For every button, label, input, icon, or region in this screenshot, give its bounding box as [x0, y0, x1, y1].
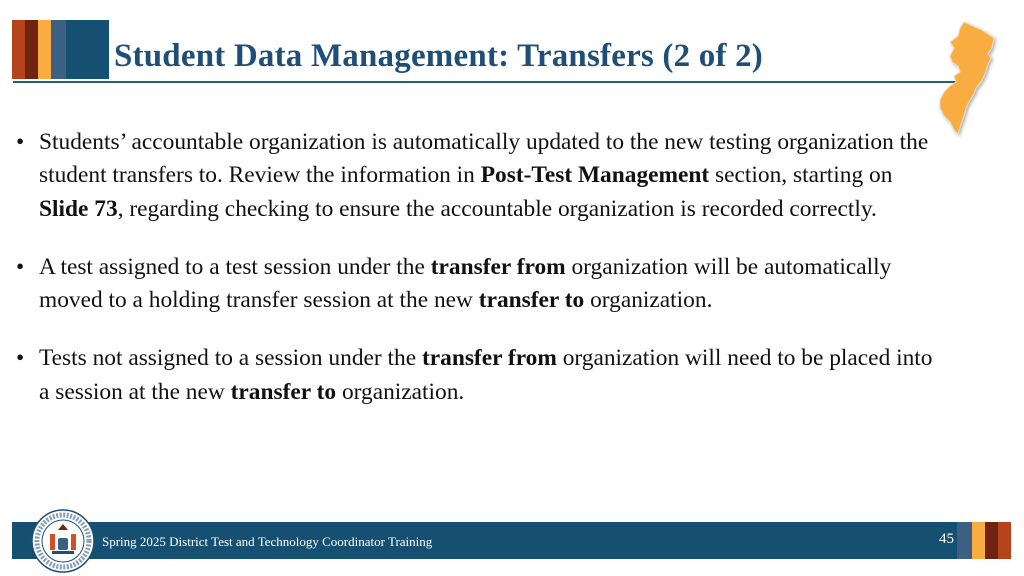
text-segment-bold: Post-Test Management [480, 162, 710, 189]
stripe-brown [25, 20, 38, 79]
text-segment: organization. [584, 287, 713, 314]
text-segment-bold: Slide 73 [39, 195, 118, 222]
bullet-icon: • [16, 345, 25, 372]
slide-body [16, 126, 941, 434]
text-segment: organization will be automatically moved to a holding transfer session at the new [39, 253, 892, 314]
bullet-icon: • [16, 129, 25, 155]
text-segment: organization will need to be placed into a session at the new [39, 345, 933, 405]
text-segment: A test assigned to a test session under the [39, 253, 431, 280]
text-segment: Students’ accountable organization is automatically updated to the new testing organization the student transfers to. Review the information in [39, 129, 929, 189]
text-segment-bold: transfer from [430, 253, 566, 280]
text-segment-bold: transfer to [478, 287, 585, 314]
text-segment: section, starting on [709, 162, 893, 189]
bullet-item [16, 126, 941, 226]
header-decorative-stripes [12, 20, 66, 79]
footer-decorative-stripes [957, 522, 1011, 559]
text-segment: Tests not assigned to a session under the [39, 345, 422, 372]
header-block [66, 20, 109, 79]
stripe-gold [38, 20, 51, 79]
stripe-slate [51, 20, 66, 79]
stripe-brown [985, 522, 998, 559]
bullet-item [16, 251, 941, 318]
page-number: 45 [939, 531, 954, 547]
bullet-icon: • [16, 253, 25, 280]
stripe-rust [998, 522, 1011, 559]
text-segment: organization. [336, 378, 465, 405]
stripe-gold [972, 522, 985, 559]
nj-department-of-education-seal-icon [30, 508, 96, 574]
new-jersey-map-icon [936, 18, 1002, 140]
text-segment-bold: transfer to [230, 378, 337, 405]
stripe-slate [957, 522, 972, 559]
footer-training-label: Spring 2025 District Test and Technology Coordinator Training [102, 534, 433, 549]
text-segment-bold: transfer from [421, 345, 557, 372]
bullet-item [16, 342, 941, 409]
text-segment: , regarding checking to ensure the accountable organization is recorded correctly. [117, 195, 877, 222]
stripe-rust [12, 20, 25, 79]
title-divider [13, 81, 968, 83]
slide-title: Student Data Management: Transfers (2 of 2) [114, 38, 763, 74]
